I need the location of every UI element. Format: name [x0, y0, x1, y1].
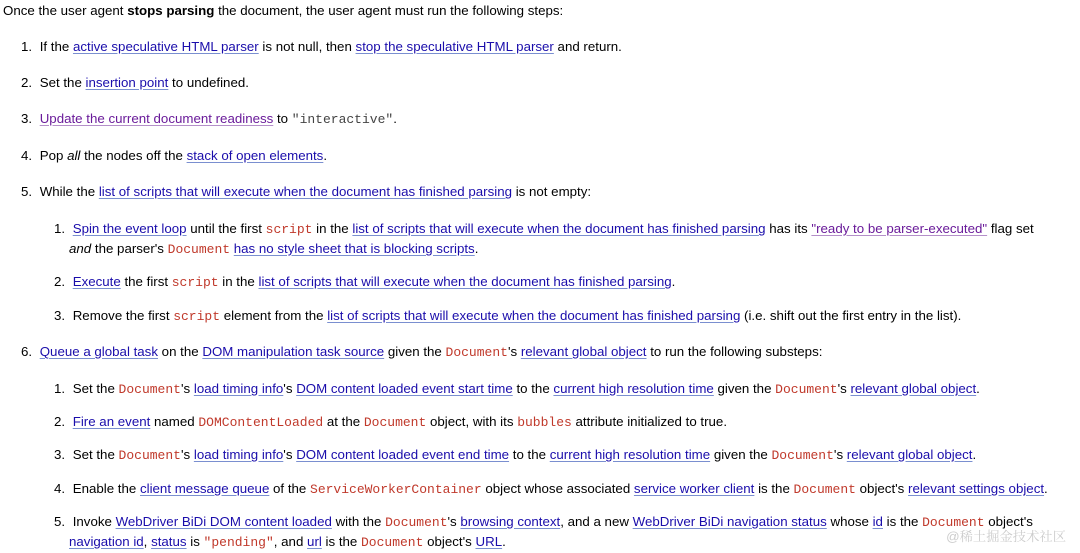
text: in the	[312, 221, 353, 236]
step-number: 5.	[54, 514, 66, 529]
text: at the	[323, 414, 364, 429]
text: is the	[754, 481, 794, 496]
text: with the	[331, 514, 386, 529]
step-6	[21, 343, 822, 362]
link-url-upper[interactable]: URL	[475, 534, 503, 549]
text: .	[474, 241, 479, 256]
text: Enable the	[72, 481, 140, 496]
link-current-high-resolution-time[interactable]: current high resolution time	[549, 447, 711, 462]
text: to undefined.	[168, 75, 249, 90]
step-5	[21, 183, 591, 201]
step-number: 3.	[54, 447, 66, 462]
text: whose	[826, 514, 873, 529]
code-document: Document	[167, 242, 231, 257]
code-document: Document	[363, 415, 427, 430]
link-webdriver-bidi-navigation-status[interactable]: WebDriver BiDi navigation status	[632, 514, 827, 529]
link-spin-event-loop[interactable]: Spin the event loop	[72, 221, 187, 236]
text: flag set	[987, 221, 1034, 236]
text: .	[1044, 481, 1048, 496]
text: attribute initialized to true.	[571, 414, 728, 429]
text: 's	[283, 447, 297, 462]
text: is the	[321, 534, 361, 549]
step-number: 4.	[54, 481, 66, 496]
watermark: @稀土掘金技术社区	[946, 529, 1066, 544]
link-relevant-global-object[interactable]: relevant global object	[846, 447, 973, 462]
code-interactive: "interactive"	[291, 112, 394, 127]
link-relevant-global-object[interactable]: relevant global object	[850, 381, 977, 396]
link-list-of-scripts[interactable]: list of scripts that will execute when the document has finished parsing	[352, 221, 766, 236]
link-dom-manipulation-task-source[interactable]: DOM manipulation task source	[202, 344, 385, 359]
link-current-high-resolution-time[interactable]: current high resolution time	[553, 381, 714, 396]
text: 's	[507, 344, 521, 359]
link-execute[interactable]: Execute	[72, 274, 121, 289]
step-4	[21, 147, 327, 165]
link-queue-global-task[interactable]: Queue a global task	[39, 344, 158, 359]
step-number: 3.	[21, 111, 33, 126]
step-number: 2.	[54, 414, 66, 429]
step-number: 1.	[21, 39, 33, 54]
link-relevant-settings-object[interactable]: relevant settings object	[908, 481, 1045, 496]
text: is not empty:	[512, 184, 592, 199]
link-relevant-global-object[interactable]: relevant global object	[520, 344, 647, 359]
text: is not null, then	[258, 39, 356, 54]
link-dom-content-loaded-start-time[interactable]: DOM content loaded event start time	[296, 381, 513, 396]
step-number: 2.	[21, 75, 33, 90]
text: the parser's	[91, 241, 168, 256]
link-dom-content-loaded-end-time[interactable]: DOM content loaded event end time	[296, 447, 510, 462]
link-load-timing-info[interactable]: load timing info	[193, 447, 284, 462]
step-number: 4.	[21, 148, 33, 163]
link-url[interactable]: url	[307, 534, 322, 549]
intro-paragraph	[3, 2, 563, 20]
code-document: Document	[361, 535, 424, 550]
text: the nodes off the	[80, 148, 187, 163]
text: given the	[384, 344, 446, 359]
text: on the	[157, 344, 203, 359]
text: .	[671, 274, 676, 289]
link-webdriver-bidi-dom-content-loaded[interactable]: WebDriver BiDi DOM content loaded	[115, 514, 332, 529]
step-6-5	[54, 513, 1033, 532]
text: has its	[765, 221, 812, 236]
link-id[interactable]: id	[872, 514, 883, 529]
text: , and	[273, 534, 308, 549]
text: object, with its	[426, 414, 518, 429]
step-5-1	[54, 220, 1034, 239]
link-no-style-sheet-blocking[interactable]: has no style sheet that is blocking scripts	[233, 241, 475, 256]
link-update-document-readiness[interactable]: Update the current document readiness	[39, 111, 274, 126]
link-load-timing-info[interactable]: load timing info	[193, 381, 284, 396]
link-stop-speculative-html-parser[interactable]: stop the speculative HTML parser	[355, 39, 554, 54]
text: Remove the first	[72, 308, 174, 323]
link-status[interactable]: status	[151, 534, 187, 549]
text: .	[323, 148, 328, 163]
text: object's	[984, 514, 1033, 529]
text: of the	[269, 481, 311, 496]
text: 's	[837, 381, 851, 396]
link-active-speculative-html-parser[interactable]: active speculative HTML parser	[72, 39, 259, 54]
text: .	[972, 447, 977, 462]
link-stack-of-open-elements[interactable]: stack of open elements	[186, 148, 324, 163]
step-5-3	[54, 307, 961, 326]
text: to run the following substeps:	[646, 344, 823, 359]
step-1	[21, 38, 622, 56]
text: 's	[447, 514, 461, 529]
text: .	[976, 381, 980, 396]
text: (i.e. shift out the first entry in the list).	[740, 308, 962, 323]
text: .	[393, 111, 397, 126]
link-list-of-scripts[interactable]: list of scripts that will execute when the document has finished parsing	[98, 184, 512, 199]
code-document: Document	[118, 448, 181, 463]
step-5-2	[54, 273, 675, 292]
text: named	[150, 414, 199, 429]
link-client-message-queue[interactable]: client message queue	[139, 481, 270, 496]
emphasis: all	[67, 148, 81, 163]
text: 's	[833, 447, 847, 462]
step-number: 6.	[21, 344, 33, 359]
text: If the	[39, 39, 73, 54]
link-service-worker-client[interactable]: service worker client	[633, 481, 755, 496]
step-2	[21, 74, 249, 92]
bold-term: stops parsing	[127, 3, 215, 18]
text: given the	[713, 381, 776, 396]
text: .	[502, 534, 506, 549]
text: element from the	[220, 308, 328, 323]
text: is	[186, 534, 204, 549]
code-document: Document	[385, 515, 448, 530]
step-number: 2.	[54, 274, 66, 289]
code-script: script	[265, 222, 313, 237]
code-script: script	[173, 309, 221, 324]
code-domcontentloaded: DOMContentLoaded	[198, 415, 324, 430]
code-document: Document	[445, 345, 508, 360]
text: to	[273, 111, 292, 126]
text: Invoke	[72, 514, 116, 529]
step-6-4	[54, 480, 1048, 499]
step-5-1-continued	[69, 240, 478, 259]
link-browsing-context[interactable]: browsing context	[460, 514, 561, 529]
text: object's	[423, 534, 476, 549]
text: to the	[509, 447, 550, 462]
text: While the	[39, 184, 99, 199]
text: 's	[180, 447, 194, 462]
text: and return.	[553, 39, 622, 54]
step-6-2	[54, 413, 727, 432]
step-6-5-continued	[69, 533, 506, 552]
code-bubbles: bubbles	[517, 415, 572, 430]
code-document: Document	[118, 382, 181, 397]
text: Set the	[72, 381, 119, 396]
text: object whose associated	[481, 481, 634, 496]
link-fire-an-event[interactable]: Fire an event	[72, 414, 151, 429]
text: object's	[855, 481, 909, 496]
step-number: 1.	[54, 221, 66, 236]
code-script: script	[171, 275, 219, 290]
link-ready-to-be-parser-executed[interactable]: "ready to be parser-executed"	[811, 221, 988, 236]
link-list-of-scripts[interactable]: list of scripts that will execute when the document has finished parsing	[327, 308, 741, 323]
text: Once the user agent	[3, 3, 128, 18]
text: ,	[143, 534, 152, 549]
code-serviceworkercontainer: ServiceWorkerContainer	[310, 482, 482, 497]
text: Set the	[39, 75, 86, 90]
link-navigation-id[interactable]: navigation id	[69, 534, 144, 549]
code-document: Document	[771, 448, 834, 463]
code-document: Document	[793, 482, 856, 497]
link-list-of-scripts[interactable]: list of scripts that will execute when the document has finished parsing	[258, 274, 672, 289]
step-6-1	[54, 380, 980, 399]
text: the first	[120, 274, 172, 289]
step-3	[21, 110, 397, 129]
step-number: 5.	[21, 184, 33, 199]
text: is the	[882, 514, 923, 529]
text: Set the	[72, 447, 119, 462]
step-number: 3.	[54, 308, 66, 323]
text: the document, the user agent must run the following steps:	[214, 3, 564, 18]
emphasis: and	[69, 241, 92, 256]
link-insertion-point[interactable]: insertion point	[85, 75, 169, 90]
text: until the first	[186, 221, 266, 236]
text: Pop	[39, 148, 68, 163]
step-6-3	[54, 446, 976, 465]
step-number: 1.	[54, 381, 66, 396]
code-pending: "pending"	[203, 535, 274, 550]
text: , and a new	[560, 514, 633, 529]
text: in the	[218, 274, 259, 289]
code-document: Document	[775, 382, 838, 397]
text: 's	[283, 381, 297, 396]
text: given the	[710, 447, 772, 462]
text: to the	[512, 381, 554, 396]
code-document: Document	[922, 515, 985, 530]
text: 's	[180, 381, 194, 396]
